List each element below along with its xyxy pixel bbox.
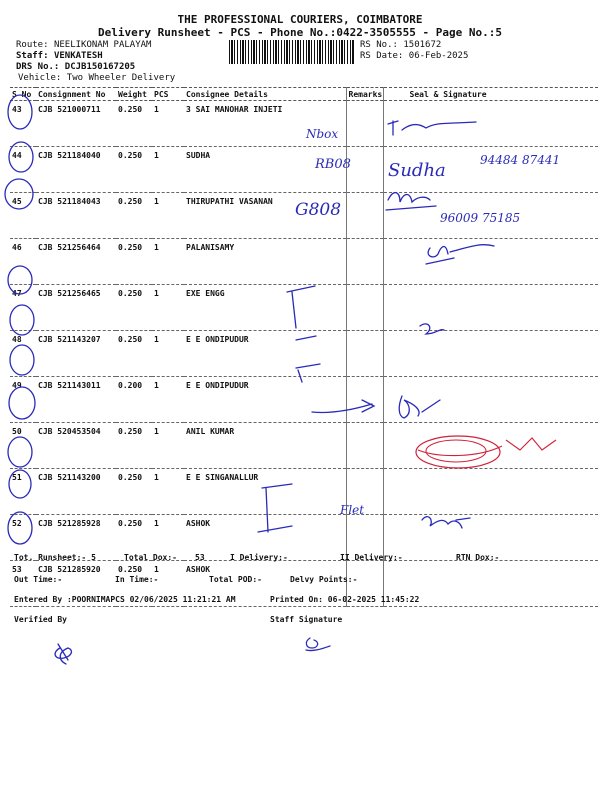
cell-consignment: CJB 521285928 xyxy=(36,515,116,561)
remark-g808: G808 xyxy=(295,200,342,220)
printed-on: Printed On: 06-02-2025 11:45:22 xyxy=(270,595,420,604)
table-row xyxy=(10,469,598,515)
cell-signature xyxy=(383,147,598,193)
table-row xyxy=(10,101,598,147)
cell-consignment: CJB 521256464 xyxy=(36,239,116,285)
cell-pcs: 1 xyxy=(152,101,184,147)
cell-pcs: 1 xyxy=(152,239,184,285)
table-row xyxy=(10,423,598,469)
cell-remarks xyxy=(346,147,383,193)
verified-by-signature xyxy=(55,644,71,664)
cell-consignee: ASHOK xyxy=(184,561,346,607)
col-header-sno: S No xyxy=(10,88,36,101)
drs-value: DCJB150167205 xyxy=(64,62,136,72)
staff-value: VENKATESH xyxy=(53,51,103,61)
cell-pcs: 1 xyxy=(152,147,184,193)
table-row xyxy=(10,147,598,193)
cell-sno: 45 xyxy=(10,193,36,239)
cell-sno: 53 xyxy=(10,561,36,607)
rs-date-line xyxy=(360,51,468,61)
cell-weight: 0.250 xyxy=(116,331,152,377)
remark-rb08: RB08 xyxy=(315,157,351,172)
delvy-points: Delvy Points:- xyxy=(290,575,358,584)
cell-weight: 0.250 xyxy=(116,423,152,469)
ii-delivery: II Delivery:- xyxy=(340,553,403,562)
cell-consignee: EXE ENGG xyxy=(184,285,346,331)
col-header-weight: Weight xyxy=(116,88,152,101)
cell-consignee: SUDHA xyxy=(184,147,346,193)
cell-pcs: 1 xyxy=(152,193,184,239)
cell-consignee: 3 SAI MANOHAR INJETI xyxy=(184,101,346,147)
cell-pcs: 1 xyxy=(152,561,184,607)
rs-no-line xyxy=(360,40,441,50)
cell-consignment: CJB 521143200 xyxy=(36,469,116,515)
cell-weight: 0.200 xyxy=(116,377,152,423)
cell-consignment: CJB 521000711 xyxy=(36,101,116,147)
vehicle-value: Two Wheeler Delivery xyxy=(66,73,176,83)
cell-sno: 52 xyxy=(10,515,36,561)
cell-signature xyxy=(383,469,598,515)
cell-weight: 0.250 xyxy=(116,239,152,285)
col-header-seal-signature: Seal & Signature xyxy=(383,88,598,101)
cell-sno: 51 xyxy=(10,469,36,515)
cell-pcs: 1 xyxy=(152,285,184,331)
cell-consignment: CJB 521143207 xyxy=(36,331,116,377)
table-row xyxy=(10,285,598,331)
route-line xyxy=(16,40,151,50)
tot-runsheet: Tot. Runsheet:- 5 xyxy=(14,553,96,562)
col-header-pcs: PCS xyxy=(152,88,184,101)
cell-consignment: CJB 521184043 xyxy=(36,193,116,239)
rs-no-label: RS No.: xyxy=(360,40,398,50)
out-time: Out Time:- xyxy=(14,575,63,584)
runsheet-subtitle: Delivery Runsheet - PCS - Phone No.:0422-3505555 - Page No.:5 xyxy=(98,26,502,39)
vehicle-line xyxy=(18,73,175,83)
col-header-remarks: Remarks xyxy=(346,88,383,101)
col-header-consignee: Consignee Details xyxy=(184,88,346,101)
in-time: In Time:- xyxy=(115,575,159,584)
staff-line xyxy=(16,51,103,61)
cell-remarks xyxy=(346,331,383,377)
cell-sno: 49 xyxy=(10,377,36,423)
remark-nbox: Nbox xyxy=(306,127,339,141)
company-title: THE PROFESSIONAL COURIERS, COIMBATORE xyxy=(177,13,423,26)
barcode xyxy=(229,40,355,64)
cell-remarks xyxy=(346,239,383,285)
runsheet-table xyxy=(10,87,598,607)
cell-remarks xyxy=(346,101,383,147)
cell-consignment: CJB 521256465 xyxy=(36,285,116,331)
rs-date-value: 06-Feb-2025 xyxy=(408,51,469,61)
total-pod: Total POD:- xyxy=(209,575,262,584)
cell-weight: 0.250 xyxy=(116,515,152,561)
cell-consignee: THIRUPATHI VASANAN xyxy=(184,193,346,239)
cell-consignment: CJB 521143011 xyxy=(36,377,116,423)
cell-consignee: E E SINGANALLUR xyxy=(184,469,346,515)
i-delivery: I Delivery:- xyxy=(230,553,288,562)
route-value: NEELIKONAM PALAYAM xyxy=(53,40,152,50)
drs-line xyxy=(16,62,135,72)
cell-pcs: 1 xyxy=(152,469,184,515)
vehicle-label: Vehicle: xyxy=(18,73,62,83)
cell-signature xyxy=(383,331,598,377)
drs-label: DRS No.: xyxy=(16,62,60,72)
cell-remarks xyxy=(346,285,383,331)
table-row xyxy=(10,239,598,285)
cell-signature xyxy=(383,193,598,239)
table-row xyxy=(10,193,598,239)
cell-consignee: ANIL KUMAR xyxy=(184,423,346,469)
cell-sno: 48 xyxy=(10,331,36,377)
cell-remarks xyxy=(346,377,383,423)
cell-remarks xyxy=(346,193,383,239)
total-dox-label: Total Dox:- xyxy=(124,553,177,562)
cell-consignee: E E ONDIPUDUR xyxy=(184,331,346,377)
rtn-dox: RTN Dox:- xyxy=(456,553,500,562)
staff-signature-mark xyxy=(306,638,330,651)
rs-date-label: RS Date: xyxy=(360,51,404,61)
table-row xyxy=(10,515,598,561)
cell-pcs: 1 xyxy=(152,377,184,423)
cell-remarks xyxy=(346,423,383,469)
handwritten-phone-44: 94484 87441 xyxy=(480,153,561,167)
cell-weight: 0.250 xyxy=(116,193,152,239)
cell-signature xyxy=(383,377,598,423)
col-header-consignment: Consignment No xyxy=(36,88,116,101)
table-row xyxy=(10,377,598,423)
cell-remarks xyxy=(346,469,383,515)
cell-signature xyxy=(383,423,598,469)
cell-consignment: CJB 521184040 xyxy=(36,147,116,193)
cell-weight: 0.250 xyxy=(116,147,152,193)
cell-sno: 47 xyxy=(10,285,36,331)
cell-consignment: CJB 521285920 xyxy=(36,561,116,607)
staff-signature-label: Staff Signature xyxy=(270,615,343,624)
total-dox-value: 53 xyxy=(195,553,205,562)
verified-by: Verified By xyxy=(14,615,67,624)
cell-sno: 43 xyxy=(10,101,36,147)
cell-consignee: ASHOK xyxy=(184,515,346,561)
cell-consignee: E E ONDIPUDUR xyxy=(184,377,346,423)
cell-consignment: CJB 520453504 xyxy=(36,423,116,469)
cell-signature xyxy=(383,239,598,285)
staff-label: Staff: xyxy=(16,51,49,61)
cell-weight: 0.250 xyxy=(116,561,152,607)
cell-signature xyxy=(383,285,598,331)
cell-sno: 50 xyxy=(10,423,36,469)
cell-sno: 44 xyxy=(10,147,36,193)
remark-flet: Flet xyxy=(340,503,365,517)
signature-sudha: Sudha xyxy=(388,160,446,181)
cell-sno: 46 xyxy=(10,239,36,285)
route-label: Route: xyxy=(16,40,49,50)
cell-weight: 0.250 xyxy=(116,469,152,515)
cell-weight: 0.250 xyxy=(116,101,152,147)
handwritten-phone-45: 96009 75185 xyxy=(440,211,521,225)
entered-by: Entered By :POORNIMAPCS 02/06/2025 11:21:21 AM xyxy=(14,595,236,604)
table-row xyxy=(10,331,598,377)
table-header-row xyxy=(10,88,598,101)
cell-consignee: PALANISAMY xyxy=(184,239,346,285)
cell-pcs: 1 xyxy=(152,423,184,469)
rs-no-value: 1501672 xyxy=(403,40,442,50)
cell-pcs: 1 xyxy=(152,331,184,377)
cell-signature xyxy=(383,101,598,147)
cell-pcs: 1 xyxy=(152,515,184,561)
cell-weight: 0.250 xyxy=(116,285,152,331)
